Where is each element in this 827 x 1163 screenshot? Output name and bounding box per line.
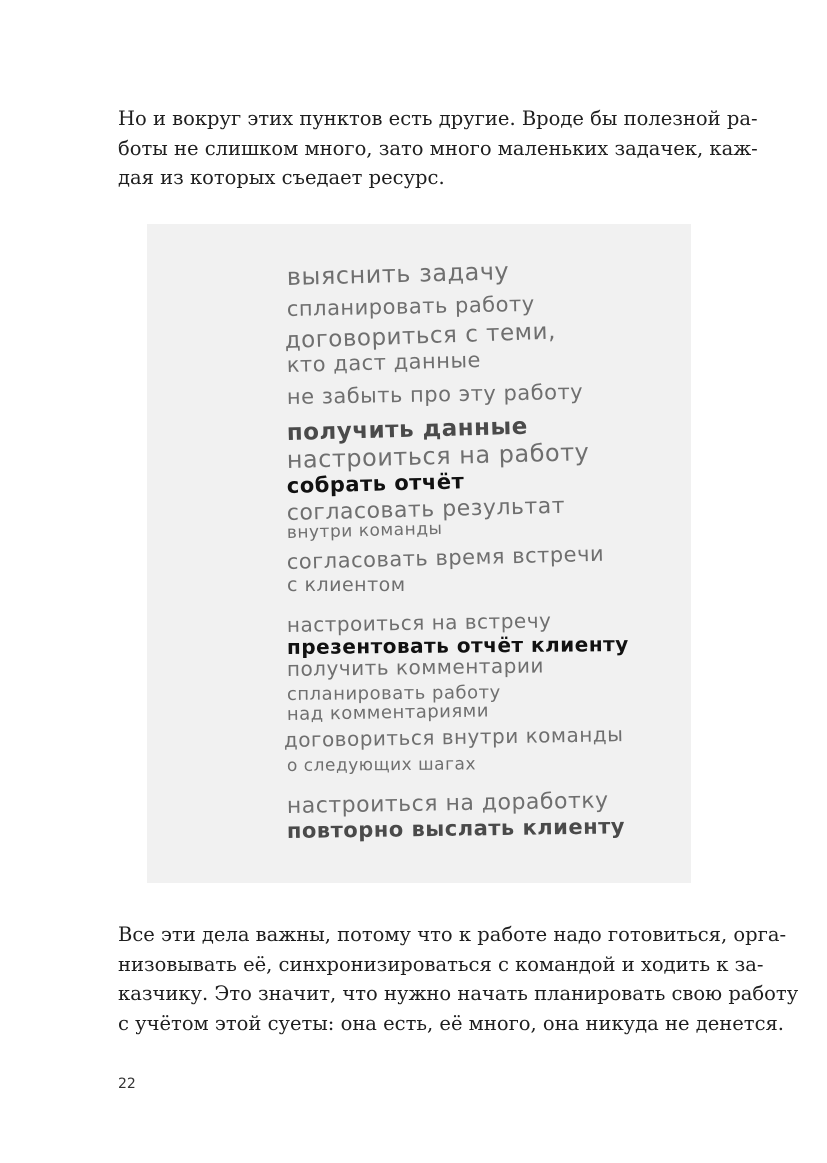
text-line: боты не слишком много, зато много маленьких задачек, каж- (118, 136, 758, 160)
task-line: спланировать работу (286, 291, 535, 321)
task-line: с клиентом (287, 574, 406, 596)
text-line: низовывать её, синхронизироваться с командой и ходить к за- (118, 952, 764, 976)
task-line: договориться внутри команды (283, 722, 624, 752)
text-line: казчику. Это значит, что нужно начать планировать свою работу (118, 982, 799, 1006)
paragraph-top (118, 104, 758, 193)
task-line: настроиться на встречу (286, 608, 552, 637)
text-line: Все эти дела важны, потому что к работе надо готовиться, орга- (118, 923, 787, 946)
task-line: презентовать отчёт клиенту (286, 632, 629, 659)
task-line: получить данные (286, 413, 529, 446)
task-line: о следующих шагах (286, 754, 477, 776)
task-line: над комментариями (286, 700, 490, 725)
page-number: 22 (118, 1076, 136, 1092)
handwritten-task-list-figure (147, 224, 691, 883)
task-line: договориться с теми, (284, 318, 557, 354)
task-line: спланировать работу (286, 682, 501, 705)
task-line: собрать отчёт (286, 469, 465, 498)
task-line: получить комментарии (286, 653, 545, 681)
task-line: согласовать результат (286, 493, 566, 526)
task-line: кто даст данные (286, 347, 482, 377)
task-line: согласовать время встречи (286, 541, 605, 574)
paragraph-bottom (118, 920, 799, 1038)
task-line: повторно выслать клиенту (286, 814, 626, 843)
text-line: с учётом этой суеты: она есть, её много, она никуда не денется. (118, 1011, 785, 1035)
task-line: настроиться на работу (286, 438, 590, 474)
task-line: не забыть про эту работу (286, 379, 584, 409)
text-line: дая из которых съедает ресурс. (118, 166, 445, 190)
handwritten-task-list (147, 224, 691, 883)
task-line: настроиться на доработку (286, 788, 609, 819)
text-line: Но и вокруг этих пунктов есть другие. Вроде бы полезной ра- (118, 107, 758, 130)
task-line: выяснить задачу (286, 257, 510, 291)
task-line: внутри команды (286, 518, 443, 543)
